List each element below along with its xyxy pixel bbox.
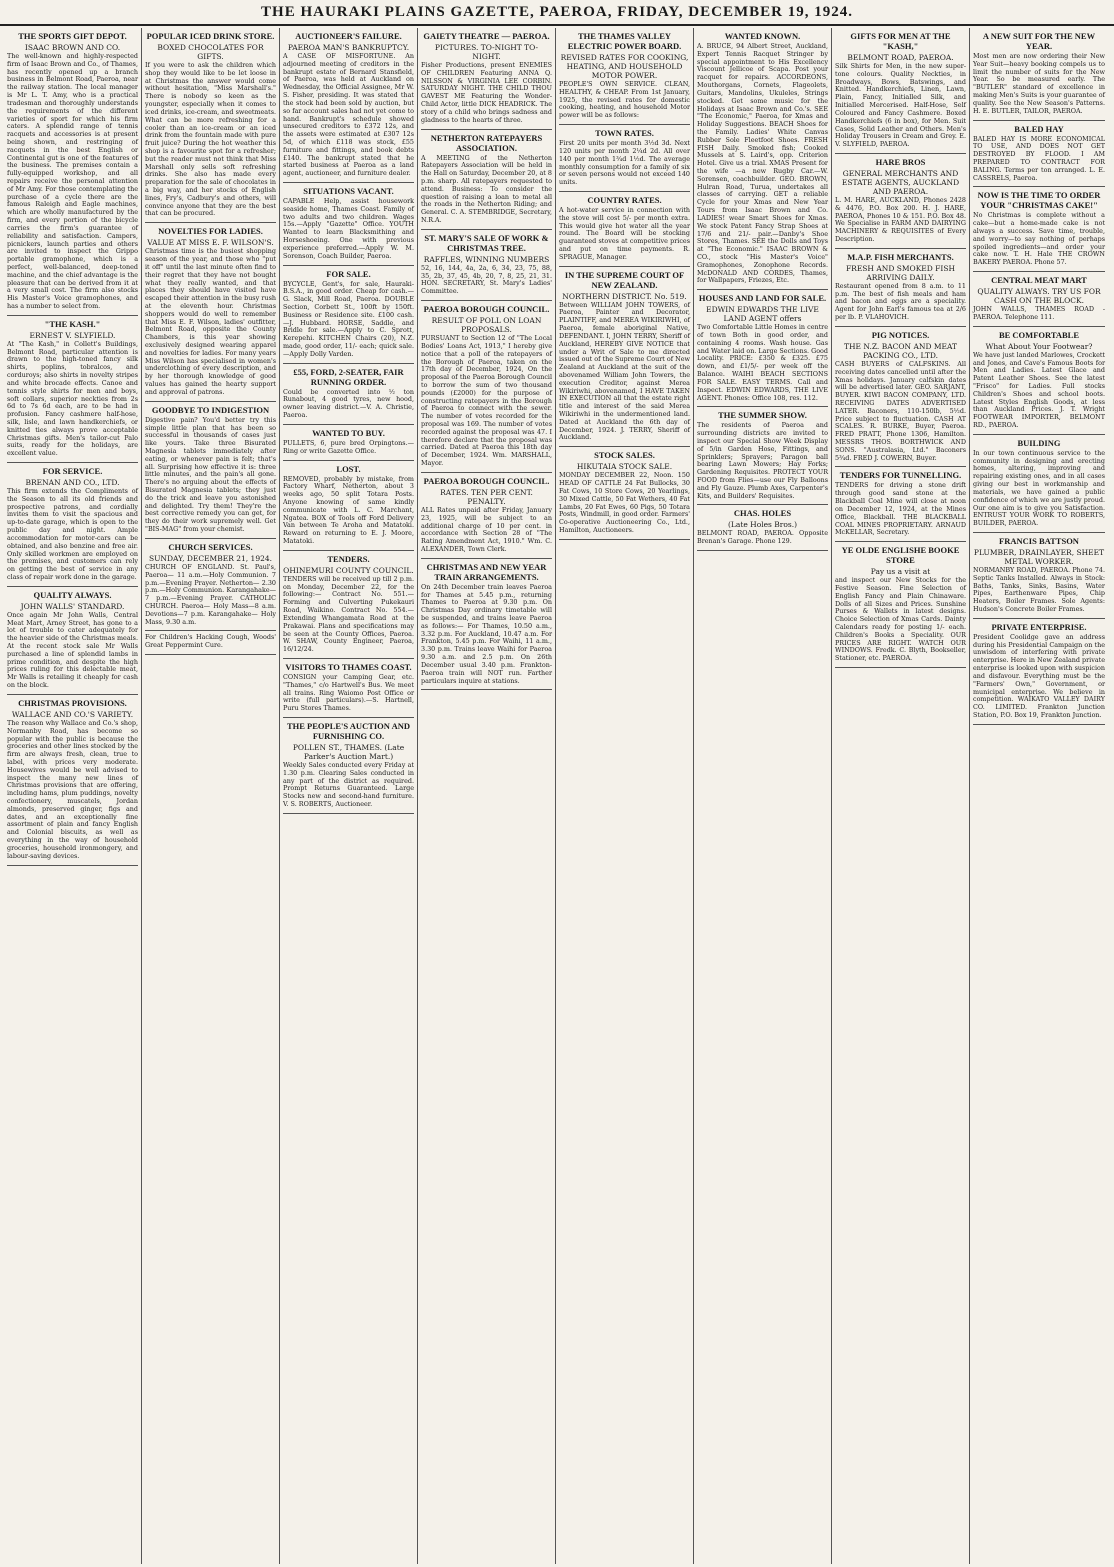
article-body: JOHN WALLS, THAMES ROAD - PAEROA. Telephone 111.: [973, 305, 1105, 321]
divider: [973, 120, 1105, 121]
article-heading: PRIVATE ENTERPRISE.: [991, 621, 1087, 632]
article-heading: PAEROA BOROUGH COUNCIL.: [423, 304, 550, 315]
column-5: [556, 28, 694, 1564]
article-heading: LOST.: [336, 463, 361, 474]
divider: [697, 406, 828, 407]
article: [7, 31, 138, 311]
article-body: The well-known and highly-respected firm of Isaac Brown and Co., of Thames, has recently opened up a branch business in Belmont Road, Paeroa, near the railway station. The local manager is Mr L. T. Amy, who is a practical tradesman and thoroughly understands the requirements of the different varieties of sport for which his firm caters. A splendid range of tennis racquets and accessories is at present being shown, and restringing of racquets in the best English or Continental gut is one of the features of the business. The premises contain a fully-equipped workshop, and all repairs receive the personal attention of Mr Amy. For those contemplating the purchase of a cycle there are the famous Raleigh and Eagle machines, which are wholly manufactured by the firm, and every portion of the bicycle carries the firm's guarantee of reliability and satisfaction. Campers, picnickers, launch parties and others are invited to inspect the Grippo portable gramophone, which is a perfect, well-balanced, deep-toned machine, and the chief advantage is the pleasure that can be derived from it at a very small cost. The firm also stocks His Master's Voice gramophones, and has a number to select from.: [7, 52, 138, 310]
article-heading: YE OLDE ENGLISHE BOOKE STORE: [841, 545, 960, 566]
divider: [835, 667, 966, 668]
article-heading: VISITORS TO THAMES COAST.: [285, 661, 412, 672]
article-body: The residents of Paeroa and surrounding districts are invited to inspect our Special Show Week Display of 5/in Garden Hose, Fittings, and Sprinklers; Sprayers; Paragon ball bearing Lawn Mowers; Hay Forks; Gardening Requisites. PROTECT YOUR FOOD from Flies—use our Fly Balloons and Fly Gauze. Plumb Axes, Carpenter's Kits, and Builders' Requisites.: [697, 421, 828, 500]
article: [973, 31, 1105, 116]
divider: [973, 326, 1105, 327]
article: [835, 470, 966, 537]
article: [697, 31, 828, 285]
divider: [145, 630, 276, 631]
article-heading: £55, FORD, 2-SEATER, FAIR RUNNING ORDER.: [293, 366, 404, 387]
divider: [559, 124, 690, 125]
article-heading: NETHERTON RATEPAYERS ASSOCIATION.: [430, 132, 543, 153]
article-body: President Coolidge gave an address during his Presidential Campaign on the unwisdom of interfering with private enterprise. Here in New Zealand private enterprise is looked upon with suspicion and disfavour. Everything must be the "Farmers' Own," Government, or municipal enterprise. We believe in competition. WAIKATO VALLEY DAIRY CO. LIMITED. Frankton Junction Station, P.O. Box 19, Frankton Junction.: [973, 632, 1105, 719]
column-2: [142, 28, 280, 1564]
article-subheading: (Late Holes Bros.): [727, 520, 798, 530]
article-body: BYCYCLE, Gent's, for sale, Hauraki-B.S.A., in good order. Cheap for cash.—G. Slack, Mill Road, Paeroa. DOUBLE Section, Corbett St., 100ft by 150ft. Business or Residence site. £100 cash.—J. Hubbard. HORSE, Saddle, and Bridle for sale.—Apply to C. Sprott, Kerepehi. KITCHEN Chairs (20), N.Z. made, good order, 11/- each; quick sale.—Apply Dolly Varden.: [283, 279, 414, 358]
article-body: In our town continuous service to the community in designing and erecting homes, altering, improving and repairing existing ones, and in all cases giving our best in workmanship and materials, we have gained a public confidence of which we are justly proud. Our one aim is to give you Satisfaction. ENTRUST YOUR WORK TO ROBERTS, BUILDER, PAEROA.: [973, 448, 1105, 528]
divider: [559, 539, 690, 540]
article-body: CHURCH OF ENGLAND. St. Paul's, Paeroa— 11 a.m.—Holy Communion. 7 p.m.—Evening Prayer. Netherton— 2.30 p.m.—Holy Communion. Karangahake— 7 p.m.—Evening Prayer. CATHOLIC CHURCH. Paeroa— Holy Mass—8 a.m. Devotions—7 p.m. Karangahake— Holy Mass, 9.30 a.m.: [145, 562, 276, 626]
divider: [835, 248, 966, 249]
masthead-title: THE HAURAKI PLAINS GAZETTE, PAEROA, FRIDAY, DECEMBER 19, 1924.: [261, 4, 853, 20]
article-subheading: VALUE AT MISS E. F. WILSON'S.: [147, 238, 274, 248]
article-body: ALL Rates unpaid after Friday, January 23, 1925, will be subject to an additional charge of 10 per cent. in accordance with Section 28 of "The Rating Amendment Act, 1910." Wm. C. ALEXANDER, Town Clerk.: [421, 505, 552, 553]
divider: [973, 186, 1105, 187]
article-body: L. M. HARE, AUCKLAND, Phones 2428 & 4476, P.O. Box 200. H. J. HARE, PAEROA, Phones 10 & 151. P.O. Box 48. We Specialise in FARM AND DAIRYING MACHINERY & REQUISITES of Every Description.: [835, 195, 966, 243]
divider: [7, 462, 138, 463]
article: [283, 186, 414, 261]
article-body: Could be converted into ½ ton Runabout, 4 good tyres, new hood, owner leaving district.—V. A. Christie, Paeroa.: [283, 387, 414, 420]
article-heading: THE SPORTS GIFT DEPOT.: [18, 31, 127, 41]
article-subheading: WALLACE AND CO.'S VARIETY.: [11, 709, 134, 719]
article-heading: CENTRAL MEAT MART: [991, 275, 1087, 286]
article-body: The reason why Wallace and Co.'s shop, Normanby Road, has become so popular with the public is because the groceries and other lines stocked by the firm are always fresh, clean, true to label, with prices very moderate. Housewives would be well advised to inspect the many new lines of Christmas provisions that are offering, including hams, plum puddings, novelty confectionery, muscatels, Jordan almonds, preserved ginger, figs and dates, and an exceptionally fine assortment of plain and fancy English and Colonial biscuits, as well as everything in the way of household groceries, household ironmongery, and labour-saving devices.: [7, 718, 138, 860]
article-heading: FOR SALE.: [326, 268, 371, 279]
article: [283, 554, 414, 654]
article-body: and inspect our New Stocks for the Festive Season. Fine Selection of English Fancy and Plain Chinaware. Dolls of all Sizes and Prices. Sunshine Purses & Wallets in latest designs. Choice Selection of Xmas Cards. Dainty Calendars ready for posting 1/- each. Children's Books a Speciality. OUR PRICES ARE RIGHT. WATCH OUR WINDOWS. Fredk. C. Blyth, Bookseller, Stationer, etc. PAEROA.: [835, 576, 966, 663]
article: [421, 476, 552, 554]
article-heading: A NEW SUIT FOR THE NEW YEAR.: [982, 31, 1096, 51]
divider: [835, 153, 966, 154]
article: [697, 410, 828, 500]
column-6: [694, 28, 832, 1564]
divider: [283, 813, 414, 814]
divider: [973, 724, 1105, 725]
divider: [973, 532, 1105, 533]
divider: [973, 618, 1105, 619]
divider: [283, 424, 414, 425]
article-subheading: What About Your Footwear?: [985, 341, 1093, 351]
article: [283, 721, 414, 809]
divider: [697, 504, 828, 505]
article-body: Two Comfortable Little Homes in centre of town Both in good order, and containing 4 rooms. Wash house. Gas and Water laid on. Large Sections. Good Locality. PRICE: £350 & £325. £75 down, and £1/5/- per week off the Balance. WAIHI BEACH SECTIONS FOR SALE. EASY TERMS. Call and Inspect. EDWIN EDWARDS, THE LIVE AGENT. Phones: Office 108, res. 112.: [697, 323, 828, 402]
article-heading: BALED HAY: [1014, 123, 1064, 134]
article: [559, 270, 690, 443]
article-heading: FRANCIS BATTSON: [999, 535, 1079, 546]
article-body: PEOPLE'S OWN SERVICE. CLEAN, HEALTHY, & CHEAP. From 1st January, 1925, the revised rates for domestic cooking, heating, and household Motor power will be as follows:: [559, 80, 690, 120]
article-body: MONDAY DECEMBER 22, Noon. 150 HEAD OF CATTLE 24 Fat Bullocks, 30 Fat Cows, 10 Store Cows, 20 Yearlings, 30 Mixed Cattle, 50 Fat Wethers, 40 Fat Lambs, 20 Fat Ewes, 60 Pigs, 50 Totara Posts, Windmill, in good order. Farmers' Co-operative Auctioneering Co., Ltd., Hamilton, Auctioneers.: [559, 471, 690, 534]
article-subheading: BOXED CHOCOLATES FOR GIFTS.: [157, 43, 264, 61]
article: [421, 304, 552, 468]
article: [145, 31, 276, 218]
article-heading: BE COMFORTABLE: [998, 329, 1080, 340]
article-body: For Children's Hacking Cough, Woods' Great Peppermint Cure.: [145, 633, 276, 650]
article-body: Silk Shirts for Men, in the new super-tone colours. Quality Neckties, in Broadways, Bows, Batswings, and Knitted. Handkerchiefs, Linen, Lawn, Plain, Fancy, Initialled Silk, and Initialled Mercerised. Half-Hose, Self Coloured and Fancy Cashmere. Boxed Handkerchiefs (6 in box), for Men. Suit Cases, Solid Leather and Others. Men's Holiday Trousers in Cream and Grey. E. V. SLYFIELD, PAEROA.: [835, 62, 966, 149]
article-body: No Christmas is complete without a cake—but a home-made cake is not always a success. Save time, trouble, and worry—to say nothing of perhaps spoiled ingredients—and order your cake now. T. H. Hale THE CROWN BAKERY PAEROA. Phone 57.: [973, 211, 1105, 267]
article-heading: NOVELTIES FOR LADIES.: [158, 226, 263, 237]
article: [835, 252, 966, 322]
article-body: Between WILLIAM JOHN TOWERS, of Paeroa, Painter and Decorator, PLAINTIFF, and MEREA WIKIRIWHI, of Paeroa, female aboriginal Native, DEFENDANT. I, JOHN TERRY, Sheriff of Auckland, HEREBY GIVE NOTICE that under a Writ of Sale to me directed issued out of the Supreme Court of New Zealand at Auckland at the suit of the abovenamed William John Towers, the execution Creditor, against Merea Wikiriwhi, abovenamed, I HAVE TAKEN IN EXECUTION all that the estate right title and interest of the said Merea Wikiriwhi in the undermentioned land. Dated at Auckland the 6th day of December, 1924. J. TERRY, Sheriff of Auckland.: [559, 300, 690, 442]
article-subheading: RATES. TEN PER CENT. PENALTY.: [440, 487, 533, 506]
column-8: [970, 28, 1108, 1564]
article-body: We have just landed Marlowes, Crockett and Jones, and Cave's Famous Boots for Men and Ladies. Latest Glace and Patent Leather Shoes. See the latest "Frisco" for Ladies. Full stocks Children's Shoes and school boots. Latest Styles English Goods, at less than Auckland Prices. J. T. Wright FOOTWEAR IMPORTER, BELMONT RD., PAEROA.: [973, 350, 1105, 429]
article-body: A MEETING of the Netherton Ratepayers Association will be held in the Hall on Saturday, December 20, at 8 p.m. sharp. All ratepayers requested to attend. Business: To consider the question of raising a loan to metal all the roads in the Netherton Riding; and General. C. A. STEMBRIDGE, Secretary, N.R.A.: [421, 153, 552, 224]
divider: [7, 315, 138, 316]
article-body: CONSIGN your Camping Gear, etc. "Thames," c/o Hartwell's Bus. We meet all trains. Ring Waiomo Post Office or write (full particulars).—S. Hartnell, Puru Stores Thames.: [283, 672, 414, 713]
article-subheading: REVISED RATES FOR COOKING, HEATING, AND HOUSEHOLD MOTOR POWER.: [560, 53, 689, 80]
article-heading: QUALITY ALWAYS.: [33, 589, 112, 600]
article: [7, 466, 138, 582]
divider: [145, 222, 276, 223]
article: [421, 562, 552, 686]
article-subheading: EDWIN EDWARDS THE LIVE LAND AGENT offers: [706, 305, 819, 324]
article-heading: SITUATIONS VACANT.: [303, 186, 394, 196]
divider: [283, 460, 414, 461]
divider: [835, 466, 966, 467]
article-subheading: PLUMBER, DRAINLAYER, SHEET METAL WORKER.: [973, 547, 1105, 566]
article: [559, 450, 690, 535]
article-heading: NOW IS THE TIME TO ORDER YOUR "CHRISTMAS CAKE!": [977, 190, 1101, 211]
divider: [421, 472, 552, 473]
article: [559, 128, 690, 187]
article-subheading: GENERAL MERCHANTS AND ESTATE AGENTS, AUCKLAND AND PAEROA.: [841, 168, 960, 196]
article: [835, 31, 966, 149]
article-subheading: ISAAC BROWN AND CO.: [24, 43, 121, 52]
article-heading: GAIETY THEATRE — PAEROA.: [423, 31, 550, 41]
divider: [697, 289, 828, 290]
article-body: NORMANBY ROAD, PAEROA. Phone 74. Septic Tanks Installed. Always in Stock: Baths, Tanks, Sinks, Basins, Water Pipes, Earthenware Pipes, Chip Heaters, Boiler Frames. Sole Agents: Hudson's Concrete Boiler Frames.: [973, 565, 1105, 613]
article: [7, 590, 138, 690]
divider: [559, 266, 690, 267]
masthead: [0, 0, 1114, 26]
article-subheading: SUNDAY, DECEMBER 21, 1924.: [148, 553, 273, 563]
article: [145, 226, 276, 396]
article-body: REMOVED, probably by mistake, from Factory Wharf, Netherton, about 3 weeks ago, 50 split Totara Posts. Anyone knowing of same kindly communicate with L. C. Marchant, Ngatea. BOX of Tools off Ford Delivery Van between Te Aroha and Matatoki. Reward on returning to E. J. Moore, Matatoki.: [283, 474, 414, 545]
divider: [7, 694, 138, 695]
article: [145, 542, 276, 627]
article-heading: IN THE SUPREME COURT OF NEW ZEALAND.: [564, 269, 685, 290]
article-body: PULLETS, 6, pure bred Orpingtons.— Ring or write Gazette Office.: [283, 438, 414, 455]
article-body: First 20 units per month 3½d 3d. Next 120 units per month 2¼d 2d. All over 140 per month 1¾d 1½d. The average monthly consumption for a family of six or seven persons would not exceed 140 units.: [559, 139, 690, 187]
divider: [421, 558, 552, 559]
article: [283, 464, 414, 546]
article-subheading: QUALITY ALWAYS. TRY US FOR CASH ON THE BLOCK.: [977, 287, 1101, 306]
column-1: [4, 28, 142, 1564]
article-subheading: THE N.Z. BACON AND MEAT PACKING CO., LTD.: [843, 341, 958, 360]
divider: [559, 191, 690, 192]
article-subheading: Pay us a visit at: [870, 567, 931, 577]
article-heading: "THE KASH.": [44, 318, 101, 329]
article-heading: TENDERS FOR TUNNELLING.: [839, 470, 962, 481]
divider: [835, 541, 966, 542]
article-body: A. BRUCE, 94 Albert Street, Auckland, Expert Tennis Racquet Stringer by special appointment to His Excellency Viscount Jellicoe of Scapa. Post your racquet for repairs. ACCORDEONS, Mouthorgans, Cornets, Flageolets, Guitars, Mandolins, Ukuleles, Strings stocked. Get some music for the Holidays at Isaac Brown and Co.'s. SEE "The Economic," Paeroa, for Xmas and Holiday Suggestions. BEACH Shoes for the Family. Ladies' White Canvas Rubber Sole Fleetfoot Shoes. FRESH FISH Daily. Smoked fish; Cooked Mussels at S. Laird's, opp. Criterion Hotel. Give us a trial. XMAS Present for the wife —a new Rugby Car.—W. Sorensen, coachbuilder. GEO. BROWN, Hulran Road, Turua, undertakes all classes of carrying. GET a reliable Cycle for your Xmas and New Year Tours from Isaac Brown and Co. LADIES! wear Smart Shoes for Xmas. We stock Patent Fancy Strap Shoes at 17/6 and 21/- pair.—Danby's Shoe Stores, Thames. SEE the Dolls and Toys at "The Economic." ISAAC BROWN & CO., stock "His Master's Voice" Gramophones, Zonophone Records. McDONALD AND CORDES, Thames, for Wallpapers, Friezes, Etc.: [697, 42, 828, 285]
article: [145, 634, 276, 650]
article-heading: PAEROA BOROUGH COUNCIL.: [423, 475, 550, 486]
article: [973, 275, 1105, 322]
divider: [283, 717, 414, 718]
divider: [145, 538, 276, 539]
article-heading: AUCTIONEER'S FAILURE.: [295, 31, 402, 41]
article-body: CAPABLE Help, assist housework seaside home, Thames Coast. Family of two adults and two children. Wages 15s.—Apply "Gazette" Office. YOUTH Wanted to learn Blacksmithing and Horseshoeing. One with previous experience preferred.—Apply W. M. Sorenson, Coach Builder, Paeroa.: [283, 197, 414, 260]
article: [283, 367, 414, 420]
article-body: Once again Mr John Walls, Central Meat Mart, Arney Street, has gone to a lot of trouble to cater adequately for the heavier side of the Christmas meals. At the recent stock sale Mr Walls purchased a line of splendid lambs in prime condition, and despite the high prices ruling for this delectable meat, Mr Walls is retailing it cheaply for cash on the block.: [7, 610, 138, 690]
article-heading: M.A.P. FISH MERCHANTS.: [847, 251, 954, 262]
column-3: [280, 28, 418, 1564]
article: [559, 31, 690, 120]
article-body: 52, 16, 144, 4a, 2a, 6, 34, 23, 75, 88, 35, 2b, 37, 45, 4b, 20, 7, 8, 25, 21, 31. HON. SECRETARY, St. Mary's Ladies' Committee.: [421, 263, 552, 296]
article-heading: WANTED KNOWN.: [724, 31, 801, 41]
divider: [421, 129, 552, 130]
divider: [7, 865, 138, 866]
article-heading: COUNTRY RATES.: [587, 194, 662, 205]
article-heading: GOODBYE TO INDIGESTION: [151, 404, 270, 415]
divider: [835, 326, 966, 327]
article-heading: WANTED TO BUY.: [312, 427, 385, 438]
divider: [973, 271, 1105, 272]
article: [973, 536, 1105, 614]
article: [283, 662, 414, 713]
article: [835, 157, 966, 244]
divider: [973, 434, 1105, 435]
article-heading: STOCK SALES.: [594, 450, 655, 461]
article-subheading: FRESH AND SMOKED FISH ARRIVING DAILY.: [845, 263, 956, 282]
article: [421, 233, 552, 296]
article-body: Digestive pain? You'd better try this simple little plan that has been so successful in thousands of cases just like yours. Take three Bisurated Magnesia tablets immediately after eating, or whenever pain is felt; that's all. Surprising how effective it is: three little minutes, and the pain's all gone. There's no arguing about the effects of Bisurated Magnesia tablets; they just do the trick and leave you astonished and delighted. Try them! They're the best corrective remedy you can get, for they do their work supremely well. Get "BIS-MAG" from your chemist.: [145, 415, 276, 534]
article-heading: ST. MARY'S SALE OF WORK & CHRISTMAS TREE.: [424, 232, 549, 253]
article-subheading: RESULT OF POLL ON LOAN PROPOSALS.: [431, 316, 542, 335]
article: [973, 190, 1105, 267]
article-heading: HARE BROS: [875, 156, 926, 167]
article: [973, 622, 1105, 720]
article: [283, 31, 414, 178]
article: [973, 330, 1105, 430]
divider: [145, 654, 276, 655]
article-body: This firm extends the Compliments of the Season to all its old friends and prospective patrons, and cordially invites them to visit the spacious and up-to-date garage, which is open to the public day and night. Ample accommodation for motor-cars can be obtained, and also benzine and free air. Only skilled workmen are employed on the premises, and customers can rely on getting the best of service in any class of repair work done in the garage.: [7, 487, 138, 581]
article: [421, 31, 552, 125]
article-body: TENDERS for driving a stone drift through good sand stone at the Blackball Coal Mine will close at noon on December 12, 1924, at the Mines Office, Blackball. THE BLACKBALL COAL MINES PROPRIETARY. ARNAUD McKELLAR, Secretary.: [835, 481, 966, 537]
article: [835, 330, 966, 463]
article-subheading: POLLEN ST., THAMES. (Late Parker's Auction Mart.): [292, 743, 405, 761]
article: [283, 269, 414, 359]
divider: [145, 401, 276, 402]
divider: [421, 229, 552, 230]
article-heading: THE PEOPLE'S AUCTION AND FURNISHING CO.: [286, 721, 411, 741]
article: [973, 438, 1105, 528]
article-heading: GIFTS FOR MEN AT THE "KASH,": [850, 31, 951, 51]
divider: [697, 550, 828, 551]
divider: [283, 182, 414, 183]
article-subheading: BELMONT ROAD, PAEROA.: [847, 53, 954, 62]
article-body: PURSUANT to Section 12 of "The Local Bodies' Loans Act, 1913," I hereby give notice that a poll of the ratepayers of the Borough of Paeroa, taken on the 17th day of December, 1924, On the proposal of the Paeroa Borough Council to borrow the sum of two thousand pounds (£2000) for the purpose of constructing ratepayers in the Borough of Paeroa to connect with the sewer. The number of votes recorded for the proposal was 169. The number of votes recorded against the proposal was 47. I therefore declare that the proposal was carried. Dated at Paeroa this 18th day of December, 1924. Wm. MARSHALL, Mayor.: [421, 334, 552, 468]
divider: [421, 300, 552, 301]
article-body: A hot-water service in connection with the stove will cost 5/- per month extra. This would give hot water all the year round. The Board will be stocking guaranteed stoves at competitive prices and put on time payments. R. SPRAGUE, Manager.: [559, 205, 690, 261]
article: [559, 195, 690, 262]
article-heading: FOR SERVICE.: [42, 466, 103, 476]
article-subheading: NORTHERN DISTRICT. No. 519.: [562, 291, 687, 301]
article-heading: CHRISTMAS AND NEW YEAR TRAIN ARRANGEMENTS.: [426, 561, 547, 582]
article-heading: CHRISTMAS PROVISIONS.: [18, 697, 127, 708]
article-heading: CHURCH SERVICES.: [168, 541, 253, 552]
article-body: Weekly Sales conducted every Friday at 1.30 p.m. Clearing Sales conducted in any part of the district as required. Prompt Returns Guaranteed. Large Stocks new and second-hand furniture. V. S. ROBERTS, Auctioneer.: [283, 761, 414, 809]
article-heading: BUILDING: [1017, 437, 1061, 448]
article-body: BALED HAY IS MORE ECONOMICAL TO USE, AND DOES NOT GET DESTROYED BY FLOOD. I AM PREPARED TO CONTRACT FOR BALING. Terms per ton arranged. L. E. CASSRELS, Paeroa.: [973, 134, 1105, 182]
article: [145, 405, 276, 534]
divider: [283, 363, 414, 364]
article-body: If you were to ask the children which shop they would like to be let loose in at Christmas the answer would come without hesitation, "Miss Marshall's." There is nobody so keen as the youngster, especially when it comes to iced drinks, ice-cream, and sweetmeats. What can be more refreshing for a cooler than an ice-cream or an iced drink from the fountain made with pure fruit juice? During the hot weather this shop is a favourite spot for a refresher; but the reader must not think that Miss Marshall only sells soft refreshing drinks. She also has made every preparation for the sale of chocolates in a big way, and her stocks of English lines, Fry's, Cadbury's and others, will convince anyone that they are the best that can be procured.: [145, 61, 276, 218]
article-body: TENDERS will be received up till 2 p.m. on Monday, December 22, for the following:— Contract No. 551.—Forming and Culverting Pukekauri Road, Waikino. Contract No. 554.—Extending Whangamata Road at the Prakawai. Plans and specifications may be seen at the County Offices, Paeroa. W. SHAW, County Engineer, Paeroa, 16/12/24.: [283, 574, 414, 654]
article-subheading: PAEROA MAN'S BANKRUPTCY.: [287, 43, 410, 52]
article: [283, 428, 414, 456]
article-heading: HOUSES AND LAND FOR SALE.: [698, 293, 827, 304]
article: [973, 124, 1105, 183]
article-heading: THE SUMMER SHOW.: [718, 410, 807, 421]
article-body: Restaurant opened from 8 a.m. to 11 p.m. The best of fish meals and ham and bacon and eggs are a speciality. Agent for John Earl's famous tea at 2/6 per lb. P. VLAHOVICH.: [835, 281, 966, 322]
article: [697, 508, 828, 546]
article: [7, 698, 138, 861]
article-subheading: PICTURES. TO-NIGHT TO-NIGHT.: [434, 43, 539, 61]
divider: [283, 265, 414, 266]
article-heading: TENDERS.: [327, 553, 370, 564]
article-subheading: HIKUTAIA STOCK SALE.: [576, 462, 673, 472]
article-body: At "The Kash," in Collett's Buildings, Belmont Road, particular attention is drawn to the high-toned fancy silk shirts, poplins, tobralcos, and corduroys; also shirts in novelty stripes and white brocade effects. Canoe and tennis style shirts for men and boys, soft collars, superior neckties from 2s 6d to 7s 6d each, are to be had in profusion. Fancy cashmere half-hose, silk, lisle, and lawn handkerchiefs, or knitted ties always prove acceptable Christmas gifts. Men's tailor-cut Palo suits, ready for the holidays, are excellent value.: [7, 339, 138, 458]
divider: [7, 586, 138, 587]
article-body: Most men are now ordering their New Year Suit—heavy booking compels us to limit the number of suits for the New Year. So be measured early. The "BUTLER" standard of excellence in making Men's Suits is your guarantee of quality. See the New Season's Patterns. H. E. BUTLER, TAILOR, PAEROA.: [973, 52, 1105, 115]
article-subheading: OHINEMURI COUNTY COUNCIL.: [283, 565, 414, 575]
article-body: On 24th December train leaves Paeroa for Thames at 5.45 p.m., returning Thames to Paeroa at 9.30 p.m. On Christmas Day ordinary timetable will be suspended, and trains leave Paeroa as follows:— For Thames, 10.50 a.m., 3.32 p.m. For Auckland, 10.47 a.m. For Frankton, 5.45 p.m. For Waihi, 11 a.m., 3.30 p.m. Trains leave Waihi for Paeroa 9.30 a.m. and 2.5 p.m. On 26th December usual 3.40 p.m. Frankton-Paeroa train will NOT run. Farther particulars inquire at stations.: [421, 582, 552, 685]
article-subheading: ERNEST V. SLYFIELD.: [29, 330, 116, 340]
article: [835, 545, 966, 663]
article-body: Christmas time is the busiest shopping season of the year, and those who "put it off" until the last minute often find to their regret that they have not bought what they really wanted, and that places they should have visited have escaped their attention in the busy rush at the eleventh hour. Christmas shoppers would do well to remember that Miss E. F. Wilson, ladies' outfitter, Belmont Road, opposite the County Chambers, is this year showing exclusively designed wearing apparel and novelties for ladies. For many years Miss Wilson has specialised in women's underclothing of every description, and by her thorough knowledge of good values has gained the hearty support and approval of patrons.: [145, 247, 276, 396]
column-4: [418, 28, 556, 1564]
article-body: Fisher Productions, present ENEMIES OF CHILDREN Featuring ANNA Q. NILSSON & VIRGINIA LEE CORBIN. SATURDAY NIGHT. THE CHILD THOU GAVEST ME Featuring the Wonder-Child Actor, little DICK HEADRICK. The story of a child who brings sadness and gladness to the hearts of three.: [421, 61, 552, 124]
article-heading: PIG NOTICES.: [871, 329, 930, 340]
article: [421, 133, 552, 225]
article-body: CASH BUYERS of CALFSKINS. All receiving dates cancelled until after the Xmas holidays. January calfskin dates will be advertised later. GEO. SARJANT, BUYER. KIWI BACON COMPANY, LTD. RECEIVING DATES ADVERTISED LATER. Baconers, 110-150lb, 5½d. Price subject to fluctuation. CASH AT SCALES. R. BURKE, Buyer, Paeroa. FRED PRATT, Phone 1306, Hamilton. MESSRS THOS. BORTHWICK AND SONS. "Australasia, Ltd." Baconers 5¾d. FRED J. COWERN, Buyer.: [835, 359, 966, 462]
article: [697, 293, 828, 402]
article-subheading: RAFFLES, WINNING NUMBERS: [423, 254, 550, 264]
article-subheading: BRENAN AND CO., LTD.: [25, 478, 120, 487]
article-heading: POPULAR ICED DRINK STORE.: [146, 31, 275, 41]
divider: [559, 446, 690, 447]
article-body: A CASE OF MISFORTUNE. An adjourned meeting of creditors in the bankrupt estate of Bernard Stansfield, of Paeroa, was held at Auckland on Wednesday, the Official Assignee, Mr W. S. Fisher, presiding. It was stated that the stock had been sold by auction, but so far account sales had not yet come to hand. Bankrupt's schedule showed unsecured creditors to £372 12s, and the assets were estimated at £307 12s 5d, of which £118 was stock, £55 furniture and fittings, and book debts £140. The bankrupt stated that he started business at Paeroa as a land agent, auctioneer, and furniture dealer.: [283, 52, 414, 178]
article-heading: TOWN RATES.: [595, 128, 654, 139]
article: [7, 319, 138, 458]
divider: [421, 689, 552, 690]
article-body: BELMONT ROAD, PAEROA. Opposite Brenan's Garage. Phone 129.: [697, 529, 828, 546]
divider: [283, 550, 414, 551]
article-subheading: JOHN WALLS' STANDARD.: [20, 601, 125, 611]
article-heading: CHAS. HOLES: [733, 508, 792, 519]
column-container: [4, 28, 1110, 1564]
divider: [283, 658, 414, 659]
column-7: [832, 28, 970, 1564]
article-heading: THE THAMES VALLEY ELECTRIC POWER BOARD.: [567, 31, 682, 51]
